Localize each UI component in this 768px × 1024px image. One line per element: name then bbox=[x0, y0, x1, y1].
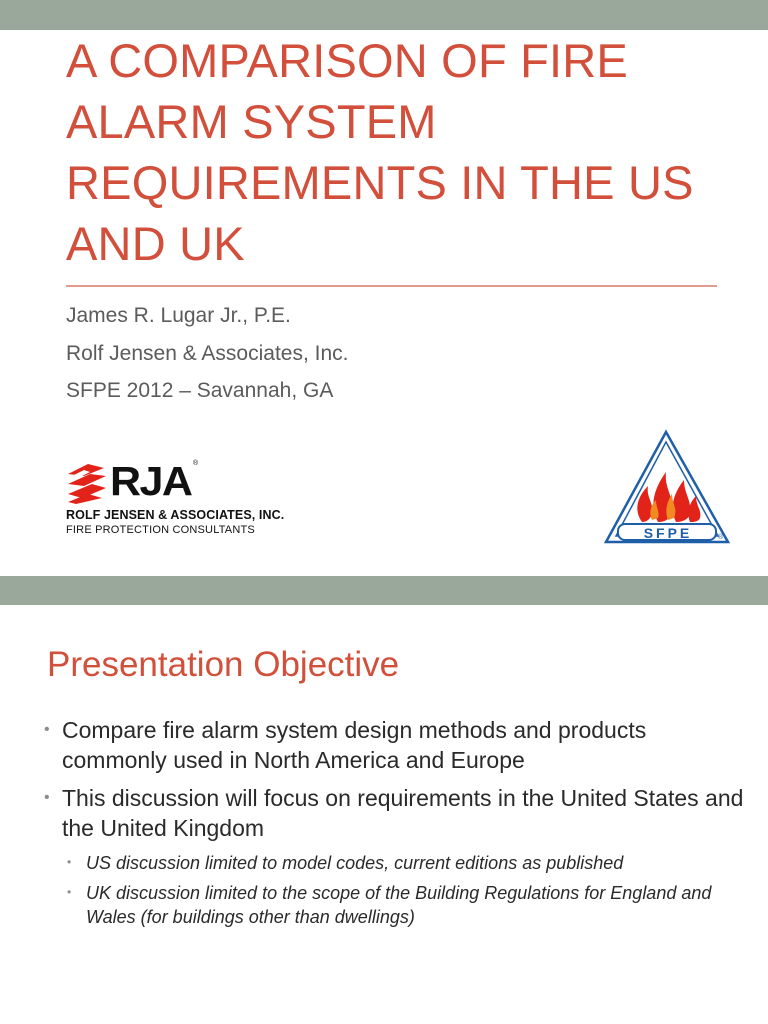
sub-bullet-text: UK discussion limited to the scope of the Building Regulations for England and Wales (for buildings other than dwellings) bbox=[86, 883, 712, 927]
sfpe-registered-mark: ® bbox=[718, 534, 724, 541]
bullet-text: This discussion will focus on requirements in the United States and the United Kingdom bbox=[62, 785, 744, 841]
title-divider bbox=[66, 285, 717, 287]
bullet-dot-icon: • bbox=[44, 721, 50, 738]
presentation-title: A COMPARISON OF FIRE ALARM SYSTEM REQUIREMENTS IN THE US AND UK bbox=[66, 34, 694, 270]
sub-bullet-item bbox=[44, 851, 744, 875]
bullet-list bbox=[44, 715, 744, 935]
sub-bullet-dot-icon: • bbox=[67, 885, 72, 899]
slide-separator-top bbox=[0, 0, 768, 30]
bullet-dot-icon: • bbox=[44, 789, 50, 806]
bullet-item bbox=[44, 715, 744, 775]
rja-wordmark: RJA bbox=[110, 458, 192, 504]
objective-slide bbox=[0, 605, 768, 1024]
slide-title: Presentation Objective bbox=[47, 645, 400, 684]
sub-bullet-text: US discussion limited to model codes, current editions as published bbox=[86, 853, 624, 873]
rja-flame-icon bbox=[66, 462, 108, 506]
sub-bullet-dot-icon: • bbox=[67, 855, 72, 869]
slide-separator-middle bbox=[0, 576, 768, 605]
rja-tagline: FIRE PROTECTION CONSULTANTS bbox=[66, 524, 255, 536]
rja-registered-mark: ® bbox=[193, 460, 199, 467]
rja-company-name: ROLF JENSEN & ASSOCIATES, INC. bbox=[66, 508, 285, 522]
sfpe-logo-text: SFPE bbox=[643, 525, 693, 541]
author-name: James R. Lugar Jr., P.E. bbox=[66, 304, 291, 327]
bullet-text: Compare fire alarm system design methods and products commonly used in North America and Europe bbox=[62, 717, 647, 773]
author-company: Rolf Jensen & Associates, Inc. bbox=[66, 342, 349, 365]
event-info: SFPE 2012 – Savannah, GA bbox=[66, 379, 334, 402]
rja-logo bbox=[66, 460, 306, 542]
sub-bullet-item bbox=[44, 881, 744, 929]
title-slide bbox=[0, 30, 768, 576]
sfpe-logo bbox=[602, 428, 732, 546]
bullet-item bbox=[44, 783, 744, 843]
